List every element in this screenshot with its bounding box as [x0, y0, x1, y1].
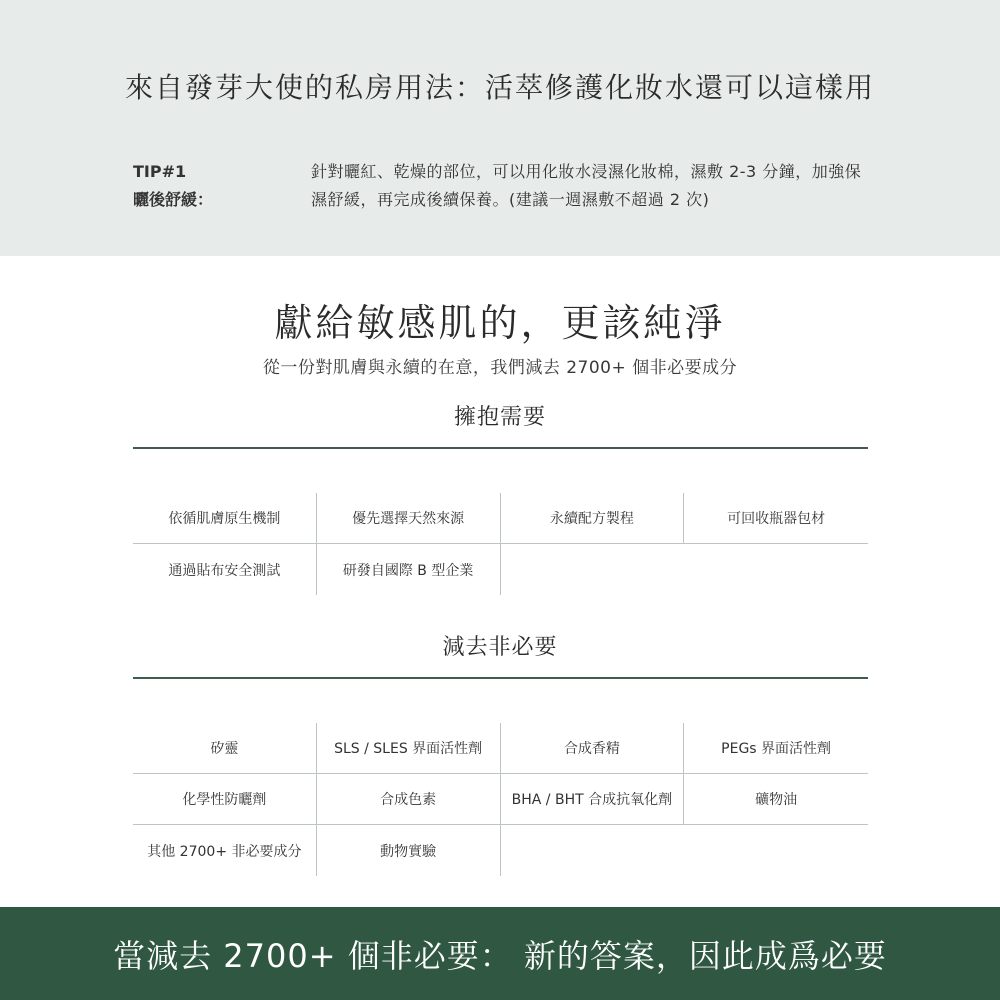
remove-row	[133, 825, 868, 876]
remove-item: 礦物油	[755, 792, 798, 808]
main-subtitle: 從一份對肌膚與永續的在意，我們減去 2700+ 個非必要成分	[262, 358, 738, 378]
remove-item: 矽靈	[133, 723, 317, 773]
footer-banner	[0, 907, 1000, 1000]
tip-text: 針對曬紅、乾燥的部位，可以用化妝水浸濕化妝棉，濕敷 2-3 分鐘，加強保濕舒緩，再完成後續保養。(建議一週濕敷不超過 2 次)	[311, 162, 862, 209]
embrace-heading: 擁抱需要	[453, 405, 546, 430]
embrace-grid	[133, 493, 868, 595]
embrace-item: 可回收瓶器包材	[727, 511, 826, 527]
remove-item-empty	[501, 825, 685, 876]
embrace-item: 永續配方製程	[501, 493, 685, 543]
embrace-rule	[133, 447, 868, 449]
remove-row	[133, 723, 868, 774]
intro-band	[0, 0, 1000, 256]
main-title: 獻給敏感肌的，更該純淨	[274, 301, 726, 345]
tip-name: 曬後舒緩：	[133, 190, 214, 209]
remove-item: PEGs 界面活性劑	[721, 741, 832, 757]
remove-rule	[133, 677, 868, 679]
embrace-row	[133, 544, 868, 595]
embrace-item-empty	[501, 544, 685, 595]
remove-row	[133, 774, 868, 825]
remove-grid	[133, 723, 868, 876]
embrace-row	[133, 493, 868, 544]
remove-item-empty	[684, 825, 868, 876]
embrace-item: 依循肌膚原生機制	[133, 493, 317, 543]
remove-item: 化學性防曬劑	[133, 774, 317, 824]
tip-label	[133, 158, 213, 214]
remove-item: BHA / BHT 合成抗氧化劑	[501, 774, 685, 824]
embrace-item: 優先選擇天然來源	[317, 493, 501, 543]
remove-heading: 減去非必要	[442, 635, 558, 660]
remove-item: 合成香精	[501, 723, 685, 773]
embrace-item: 研發自國際 B 型企業	[317, 544, 501, 595]
remove-item: SLS / SLES 界面活性劑	[317, 723, 501, 773]
embrace-item: 通過貼布安全測試	[133, 544, 317, 595]
remove-item: 其他 2700+ 非必要成分	[133, 825, 317, 876]
remove-item: 動物實驗	[317, 825, 501, 876]
intro-title: 來自發芽大使的私房用法：活萃修護化妝水還可以這樣用	[124, 71, 875, 104]
embrace-item-empty	[684, 544, 868, 595]
tip-number: TIP#1	[133, 162, 187, 181]
footer-text: 當減去 2700+ 個非必要： 新的答案，因此成爲必要	[113, 936, 887, 975]
remove-item: 合成色素	[317, 774, 501, 824]
